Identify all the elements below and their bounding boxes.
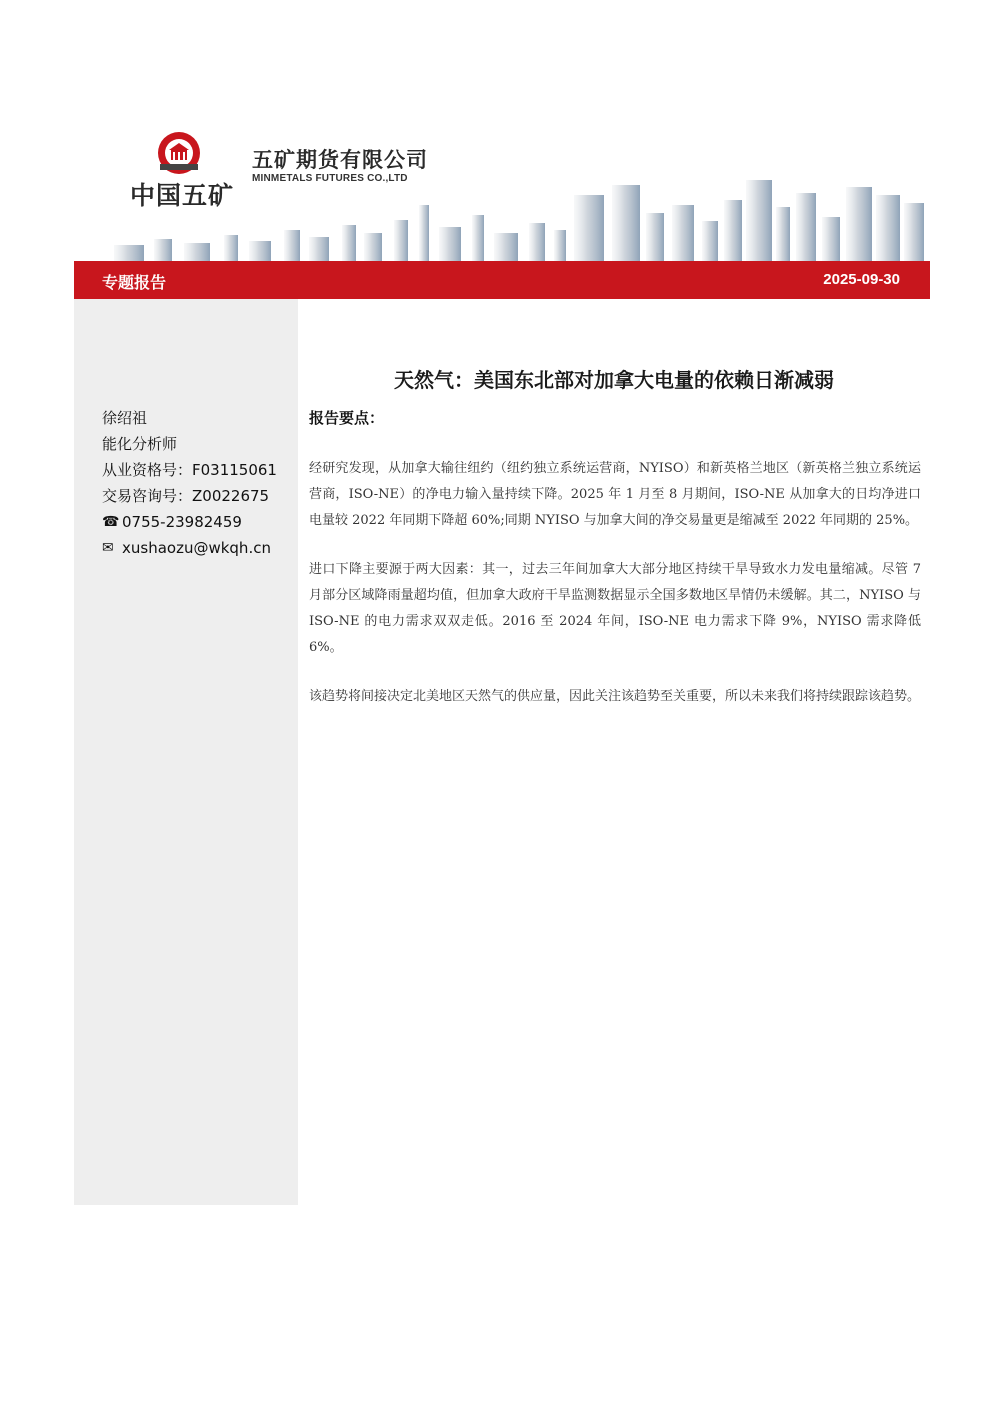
author-role: 能化分析师 bbox=[102, 435, 178, 453]
section-heading: 报告要点： bbox=[309, 409, 385, 427]
author-consulting-number: 交易咨询号：Z0022675 bbox=[102, 487, 270, 505]
report-header bbox=[0, 0, 992, 262]
report-title: 天然气：美国东北部对加拿大电量的依赖日渐减弱 bbox=[394, 368, 834, 392]
report-content bbox=[309, 456, 921, 733]
phone-icon: ☎ bbox=[102, 514, 120, 530]
envelope-icon: ✉ bbox=[102, 540, 114, 556]
author-qualification: 从业资格号：F03115061 bbox=[102, 461, 277, 479]
author-phone-row bbox=[102, 509, 277, 535]
minmetals-emblem-icon bbox=[156, 130, 202, 176]
company-name-en: MINMETALS FUTURES CO.,LTD bbox=[252, 173, 408, 184]
author-email-row bbox=[102, 535, 277, 561]
report-date: 2025-09-30 bbox=[823, 271, 900, 288]
author-info bbox=[102, 405, 277, 561]
author-phone: 0755-23982459 bbox=[122, 513, 242, 531]
report-banner bbox=[74, 261, 930, 299]
city-skyline-image bbox=[74, 175, 930, 262]
paragraph-3: 该趋势将间接决定北美地区天然气的供应量，因此关注该趋势至关重要，所以未来我们将持续跟踪该趋势。 bbox=[309, 689, 921, 704]
report-category: 专题报告 bbox=[102, 273, 167, 292]
sidebar bbox=[74, 299, 298, 1205]
paragraph-1: 经研究发现，从加拿大输往纽约（纽约独立系统运营商，NYISO）和新英格兰地区（新英格兰独立系统运营商，ISO-NE）的净电力输入量持续下降。2025 年 1 月至 8 月期间，ISO-NE 从加拿大的日均净进口电量较 2022 年同期下降超 60%;同期 NYISO 与加拿大间的净交易量更是缩减至 2022 年同期的 25%。 bbox=[309, 461, 921, 528]
logo-text: 中国五矿 bbox=[130, 181, 235, 210]
paragraph-2: 进口下降主要源于两大因素：其一，过去三年间加拿大大部分地区持续干旱导致水力发电量缩减。尽管 7 月部分区域降雨量超均值，但加拿大政府干旱监测数据显示全国多数地区旱情仍未缓解。其二，NYISO 与 ISO-NE 的电力需求双双走低。2016 至 2024 年间，ISO-NE 电力需求下降 9%，NYISO 需求降低 6%。 bbox=[309, 562, 921, 655]
author-email[interactable]: xushaozu@wkqh.cn bbox=[122, 539, 271, 557]
company-name-cn: 五矿期货有限公司 bbox=[252, 148, 428, 172]
author-name: 徐绍祖 bbox=[102, 409, 148, 427]
